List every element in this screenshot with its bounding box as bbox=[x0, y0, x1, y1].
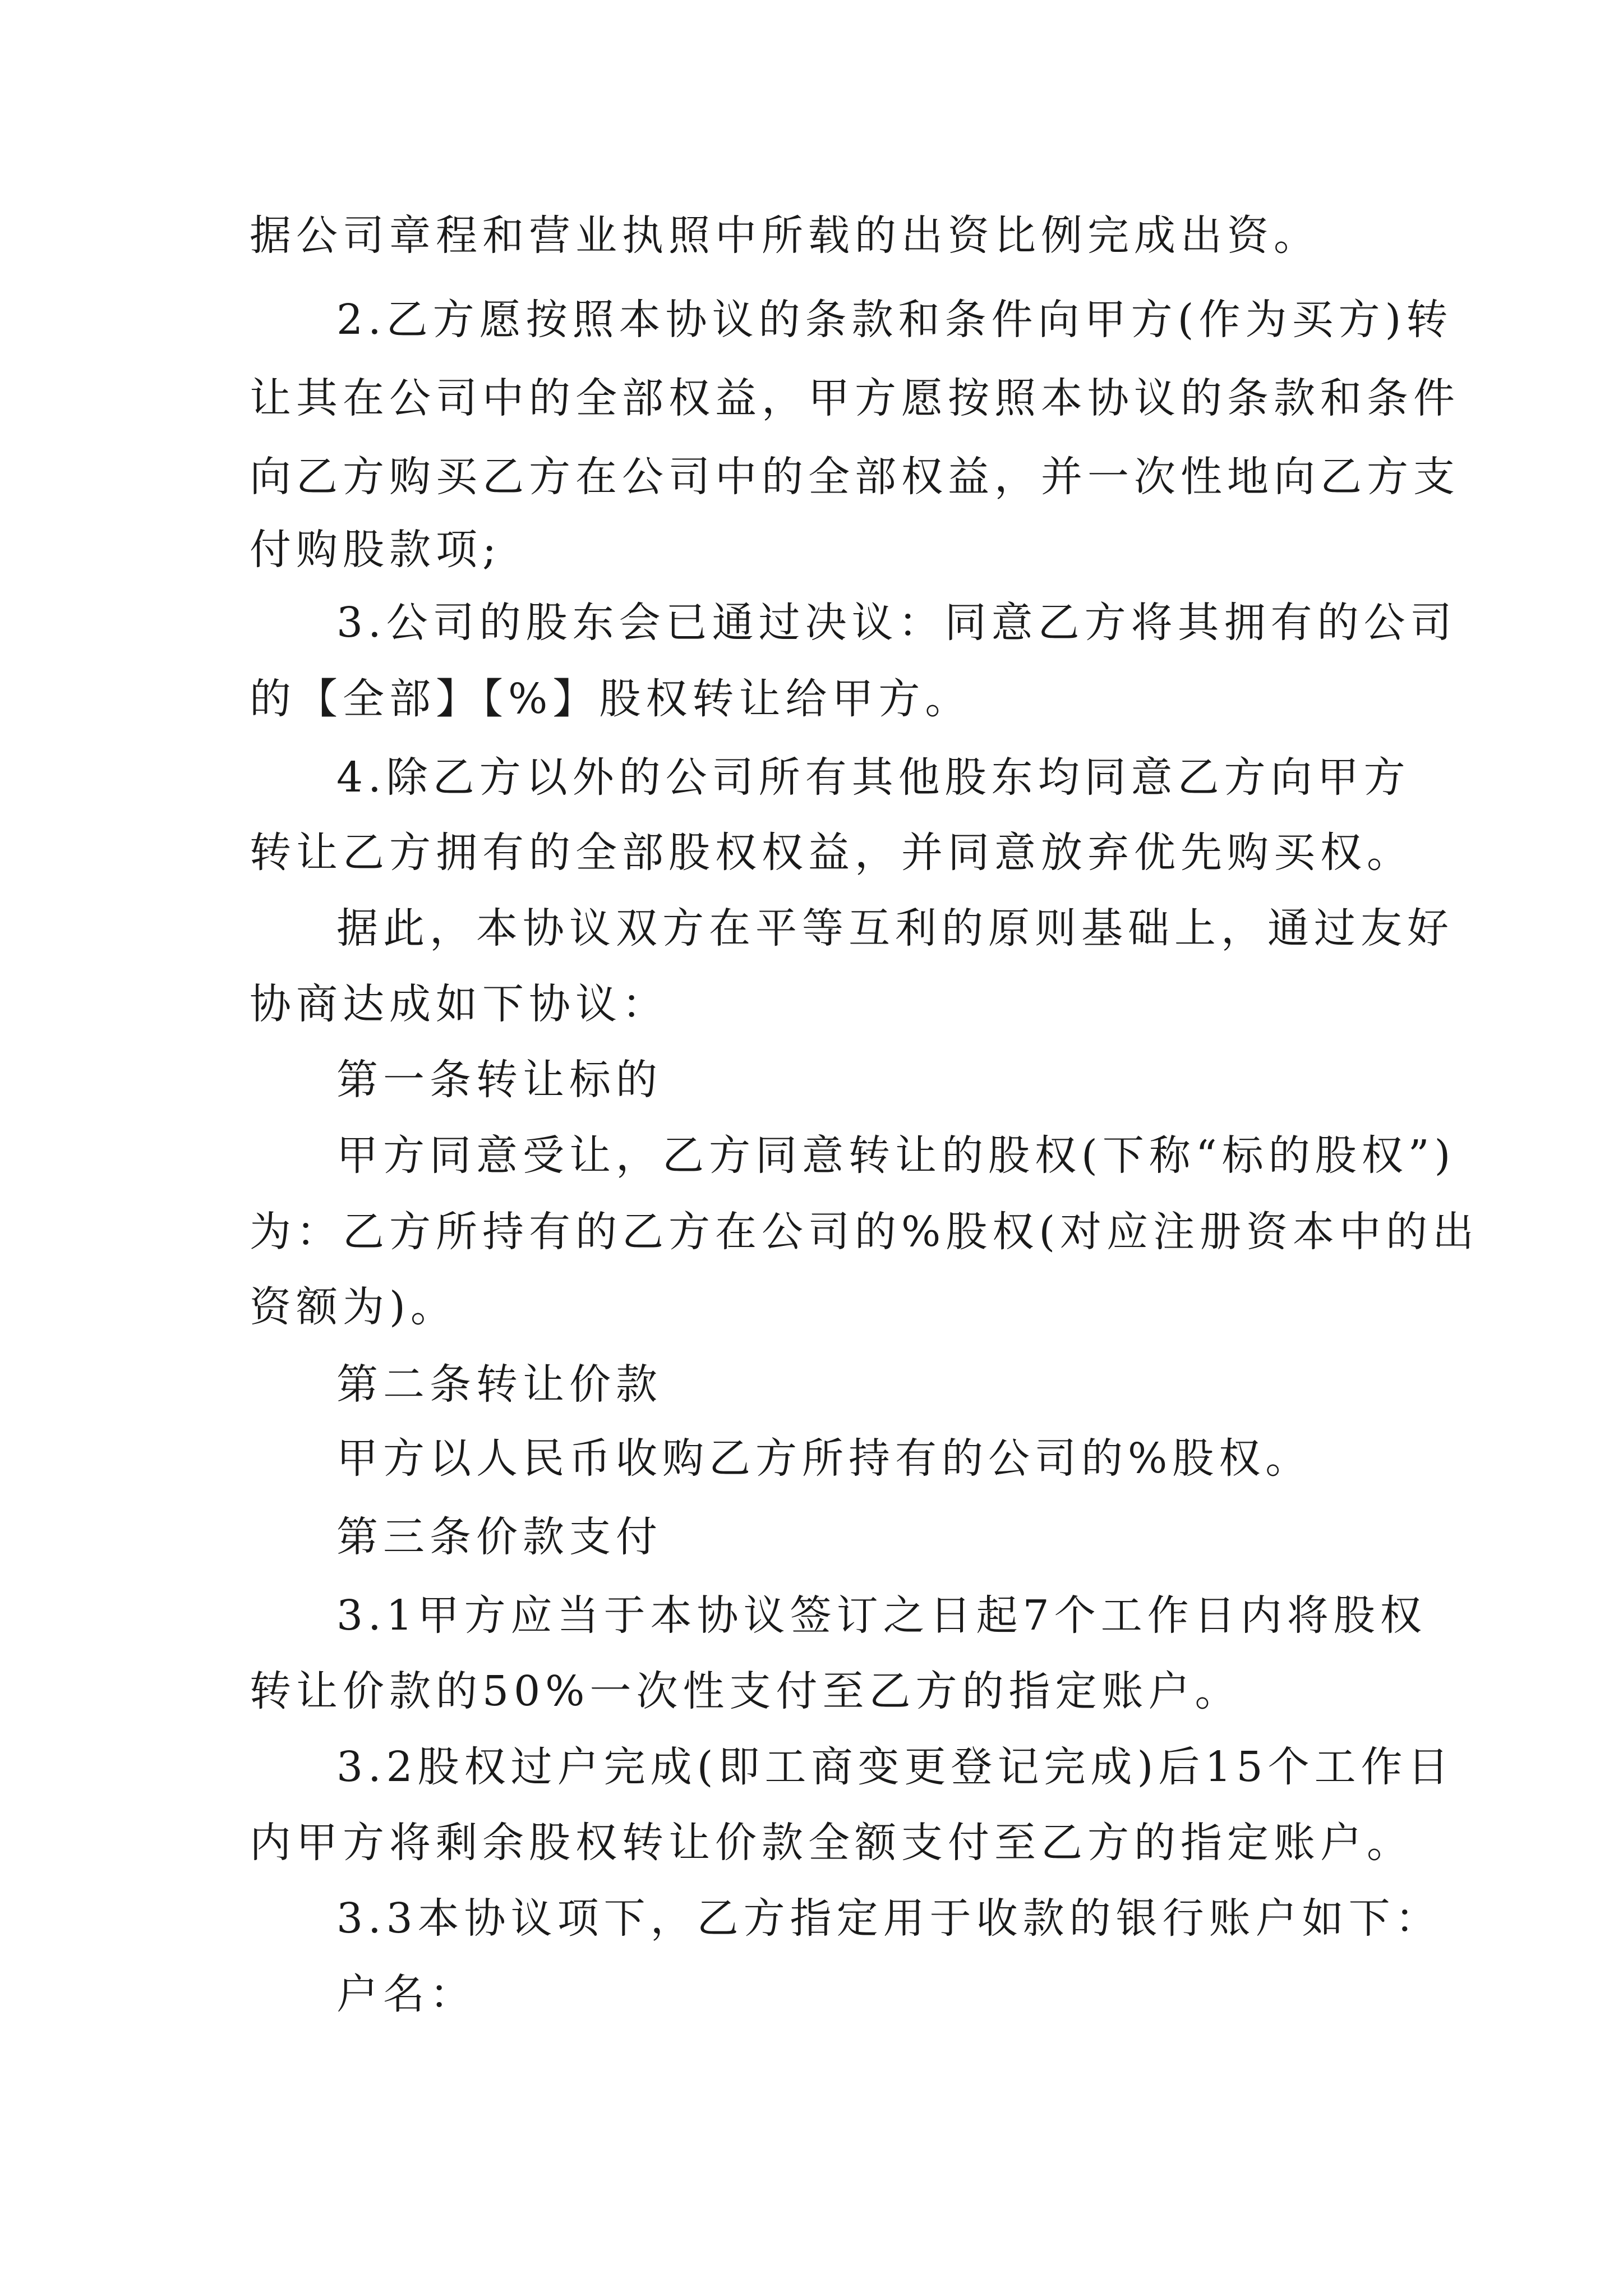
text-line: 户名： bbox=[336, 1970, 476, 2018]
text-line: 资额为)。 bbox=[250, 1283, 457, 1331]
text-line: 据公司章程和营业执照中所载的出资比例完成出资。 bbox=[250, 211, 1320, 260]
text-line: 协商达成如下协议： bbox=[250, 980, 668, 1028]
text-line: 3.3本协议项下，乙方指定用于收款的银行账户如下： bbox=[336, 1894, 1442, 1943]
text-line: 2.乙方愿按照本协议的条款和条件向甲方(作为买方)转 bbox=[336, 296, 1453, 344]
section-heading: 第二条转让价款 bbox=[336, 1360, 662, 1409]
text-line: 转让乙方拥有的全部股权权益，并同意放弃优先购买权。 bbox=[250, 829, 1413, 877]
text-line: 为：乙方所持有的乙方在公司的%股权(对应注册资本中的出 bbox=[250, 1208, 1479, 1256]
text-line: 的【全部】【%】股权转让给甲方。 bbox=[250, 675, 972, 723]
text-line: 转让价款的50%一次性支付至乙方的指定账户。 bbox=[250, 1667, 1242, 1715]
text-line: 内甲方将剩余股权转让价款全额支付至乙方的指定账户。 bbox=[250, 1819, 1413, 1867]
section-heading: 第一条转让标的 bbox=[336, 1056, 662, 1104]
text-line: 向乙方购买乙方在公司中的全部权益，并一次性地向乙方支 bbox=[250, 453, 1460, 501]
text-line: 3.2股权过户完成(即工商变更登记完成)后15个工作日 bbox=[336, 1743, 1454, 1791]
text-line: 付购股款项; bbox=[250, 526, 501, 574]
text-line: 甲方同意受让，乙方同意转让的股权(下称“标的股权”) bbox=[336, 1131, 1456, 1180]
text-line: 据此，本协议双方在平等互利的原则基础上，通过友好 bbox=[336, 904, 1454, 953]
section-heading: 第三条价款支付 bbox=[336, 1513, 662, 1561]
text-line: 4.除乙方以外的公司所有其他股东均同意乙方向甲方 bbox=[336, 753, 1410, 802]
text-line: 3.公司的股东会已通过决议：同意乙方将其拥有的公司 bbox=[336, 599, 1457, 647]
text-line: 3.1甲方应当于本协议签订之日起7个工作日内将股权 bbox=[336, 1591, 1427, 1640]
text-line: 让其在公司中的全部权益，甲方愿按照本协议的条款和条件 bbox=[250, 374, 1460, 422]
text-line: 甲方以人民币收购乙方所持有的公司的%股权。 bbox=[336, 1434, 1312, 1483]
